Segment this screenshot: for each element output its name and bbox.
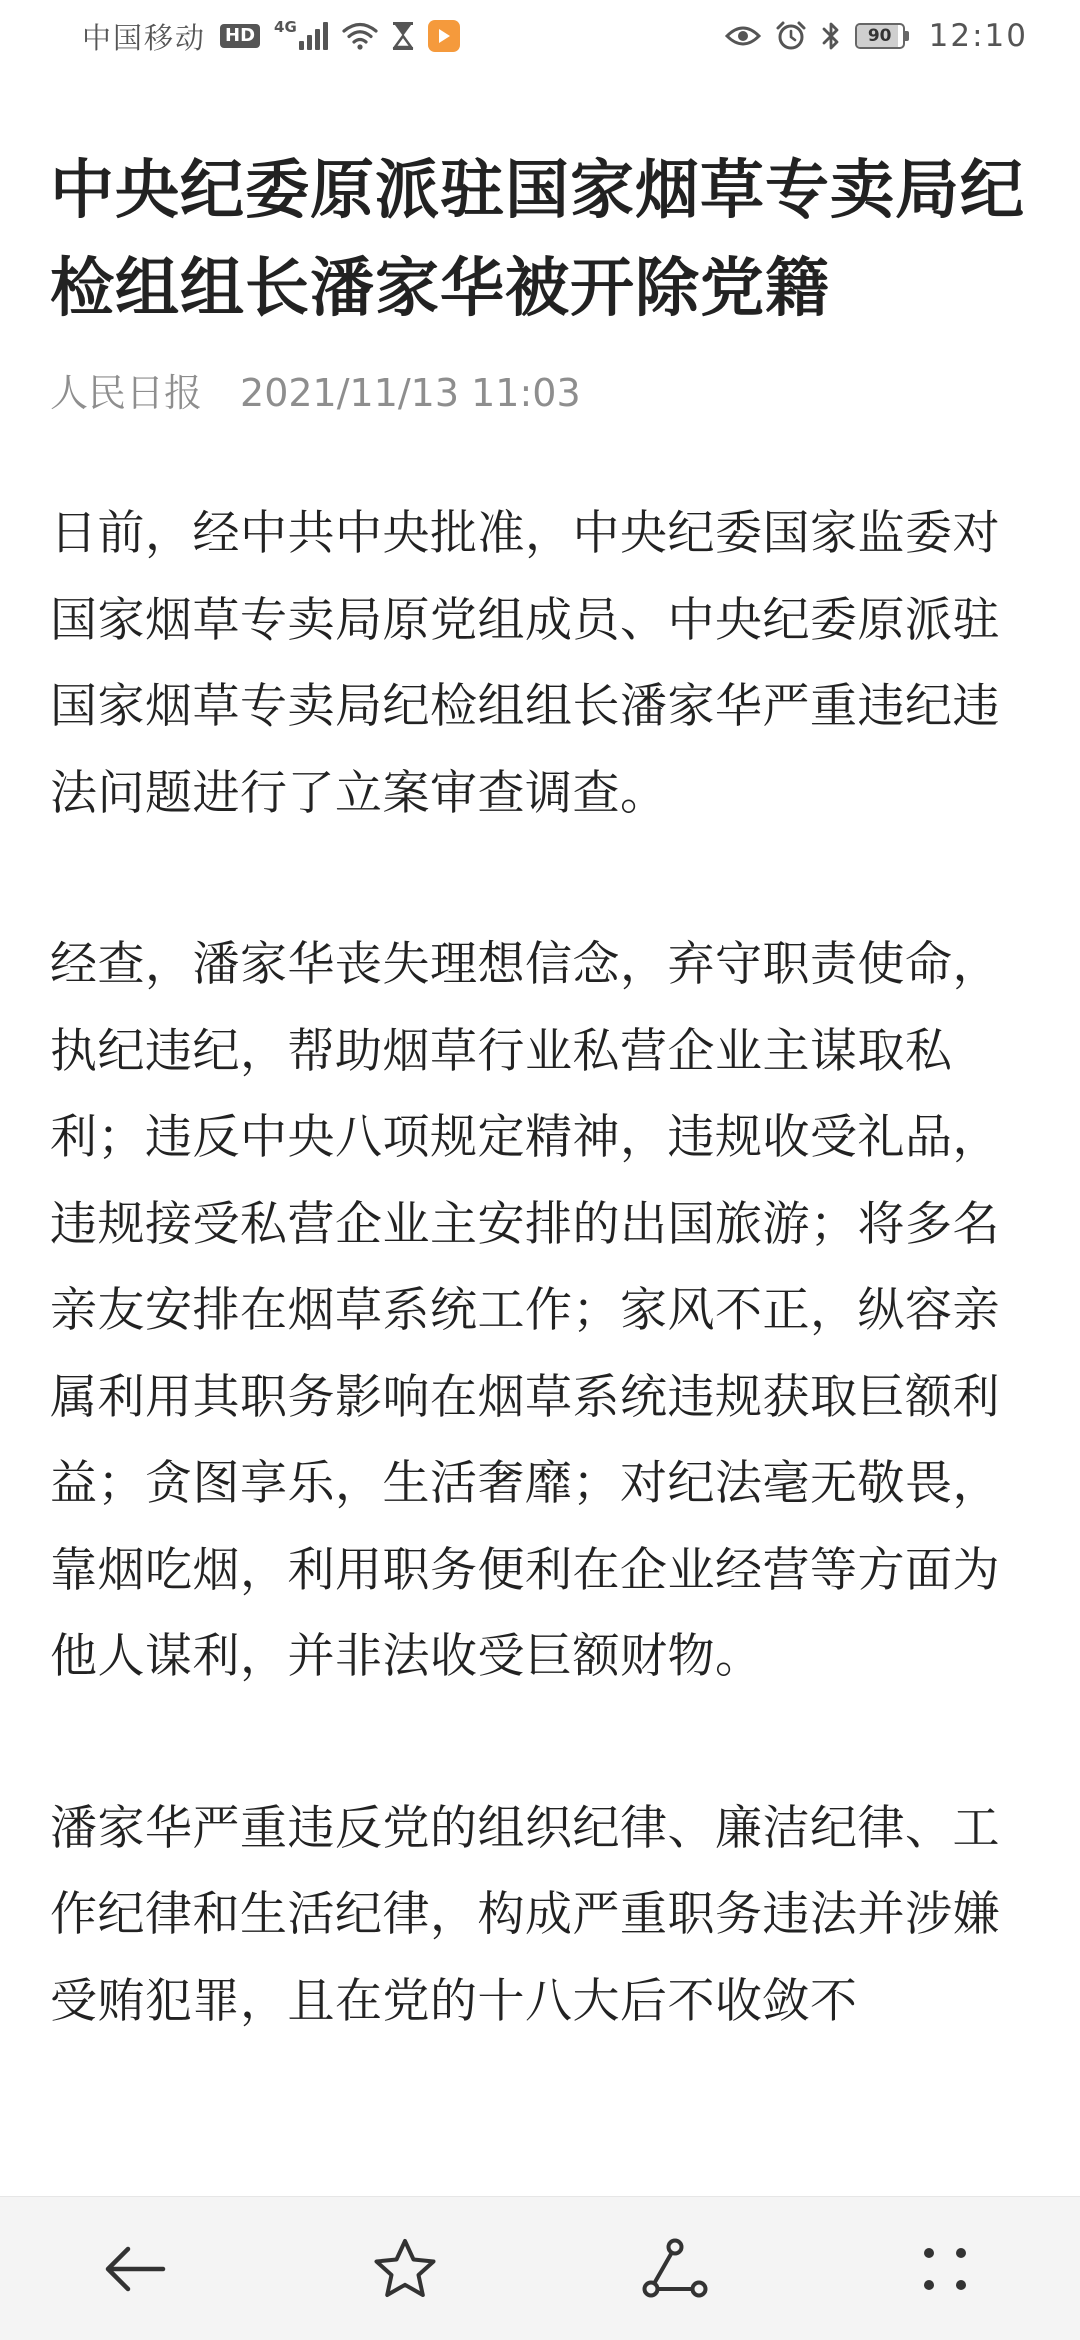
eye-icon [725, 24, 761, 48]
bottom-toolbar [0, 2196, 1080, 2340]
article-title: 中央纪委原派驻国家烟草专卖局纪检组组长潘家华被开除党籍 [50, 154, 1025, 326]
alarm-icon [775, 20, 807, 52]
share-icon [639, 2237, 711, 2301]
article-paragraph: 经查，潘家华丧失理想信念，弃守职责使命，执纪违纪，帮助烟草行业私营企业主谋取私利；违反中央八项规定精神，违规收受礼品，违规接受私营企业主安排的出国旅游；将多名亲友安排在烟草系统工作；家风不正，纵容亲属利用其职务影响在烟草系统违规获取巨额利益；贪图享乐，生活奢靡；对纪法毫无敬畏，靠烟吃烟，利用职务便利在企业经营等方面为他人谋利，并非法收受巨额财物。 [50, 937, 1000, 1684]
carrier-name: 中国移动 [82, 20, 207, 55]
signal-icon [274, 18, 328, 50]
back-arrow-icon [103, 2244, 167, 2294]
status-right [725, 18, 1028, 54]
status-left [82, 16, 460, 57]
article-meta [50, 368, 1030, 418]
app-notification-icon [428, 20, 460, 52]
article-paragraph: 潘家华严重违反党的组织纪律、廉洁纪律、工作纪律和生活纪律，构成严重职务违法并涉嫌受贿犯罪，且在党的十八大后不收敛不 [50, 1800, 1000, 2029]
article [50, 142, 1030, 2045]
back-button[interactable] [75, 2209, 195, 2329]
favorite-button[interactable] [345, 2209, 465, 2329]
clock: 12:10 [928, 18, 1028, 54]
share-button[interactable] [615, 2209, 735, 2329]
article-datetime: 2021/11/13 11:03 [240, 371, 581, 415]
article-paragraph: 日前，经中共中央批准，中央纪委国家监委对国家烟草专卖局原党组成员、中央纪委原派驻国家烟草专卖局纪检组组长潘家华严重违纪违法问题进行了立案审查调查。 [50, 506, 1000, 821]
battery-level: 90 [867, 26, 892, 46]
wifi-icon [342, 22, 378, 50]
hourglass-icon [392, 21, 414, 51]
network-type: 4G [274, 18, 297, 36]
status-bar [0, 0, 1080, 72]
star-icon [372, 2237, 438, 2301]
more-button[interactable] [885, 2209, 1005, 2329]
hd-badge: HD [220, 24, 260, 48]
bluetooth-icon [821, 21, 841, 51]
article-source[interactable]: 人民日报 [50, 371, 203, 415]
more-icon [919, 2243, 971, 2295]
battery-icon [855, 23, 909, 49]
